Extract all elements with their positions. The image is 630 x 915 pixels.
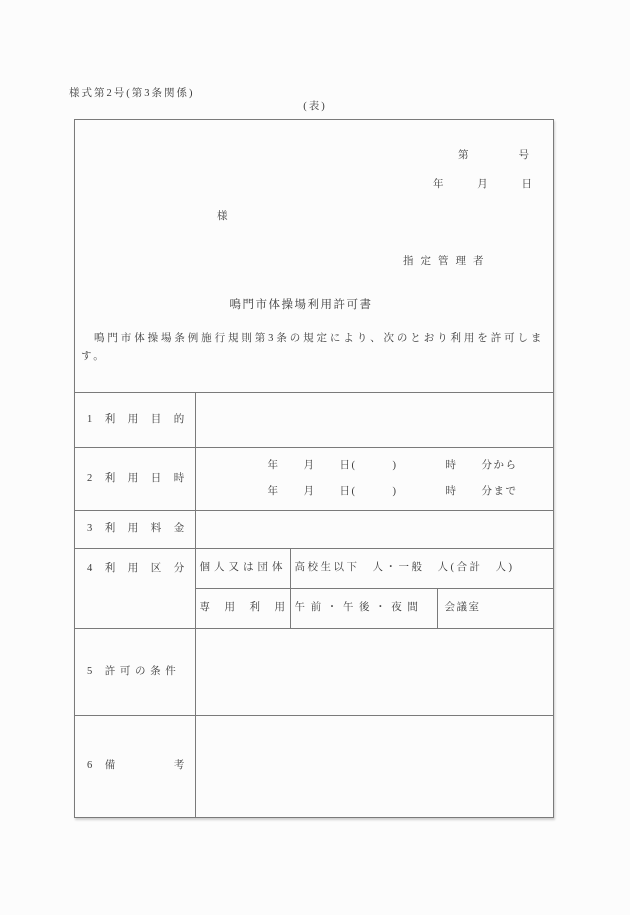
usage-table	[75, 392, 553, 817]
date-day-label: 日	[521, 179, 532, 190]
table-row-conditions	[75, 628, 553, 715]
row2-label: 2 利 用 日 時	[75, 447, 195, 510]
row1-label: 1 利 用 目 的	[75, 393, 195, 447]
row6-remarks-value-cell	[195, 715, 553, 817]
date-month-label: 月	[477, 179, 488, 190]
issuer-label: 指定管理者	[403, 256, 491, 267]
permit-form-box	[74, 119, 554, 818]
row3-fee-value-cell	[195, 510, 553, 548]
datetime-to-line: 年 月 日( ) 時 分まで	[267, 485, 518, 497]
row4-meeting-room-cell: 会議室	[437, 588, 553, 628]
document-number-prefix: 第	[458, 150, 469, 161]
row4-label: 4 利 用 区 分	[75, 548, 195, 628]
row4-headcount-cell: 高校生以下 人・一般 人(合計 人)	[290, 548, 553, 588]
row3-label: 3 利 用 料 金	[75, 510, 195, 548]
row1-purpose-value-cell	[195, 393, 553, 447]
date-year-label: 年	[433, 179, 444, 190]
issue-date-line	[433, 178, 532, 192]
side-label: (表)	[303, 101, 327, 112]
document-title: 鳴門市体操場利用許可書	[229, 299, 373, 311]
table-row-remarks	[75, 715, 553, 817]
table-row-purpose	[75, 393, 553, 447]
usage-table-grid	[75, 393, 553, 817]
addressee-honorific: 様	[217, 211, 228, 222]
row4-individual-or-group-cell: 個人又は団体	[195, 548, 290, 588]
row2-datetime-value-cell	[195, 447, 553, 510]
table-row-fee	[75, 510, 553, 548]
row4-time-slot-cell: 午 前 ・ 午 後 ・ 夜 間	[290, 588, 437, 628]
table-row-category-1	[75, 548, 553, 588]
row5-conditions-value-cell	[195, 628, 553, 715]
row4-exclusive-use-cell: 専 用 利 用	[195, 588, 290, 628]
table-row-datetime	[75, 447, 553, 510]
row6-label: 6 備 考	[75, 715, 195, 817]
document-number-line	[458, 149, 529, 163]
body-text: 鳴門市体操場条例施行規則第3条の規定により、次のとおり利用を許可します。	[81, 333, 544, 362]
form-code: 様式第2号(第3条関係)	[69, 88, 195, 99]
datetime-from-line: 年 月 日( ) 時 分から	[267, 459, 518, 471]
row5-label: 5 許 可 の 条 件	[75, 628, 195, 715]
document-number-suffix: 号	[518, 150, 529, 161]
